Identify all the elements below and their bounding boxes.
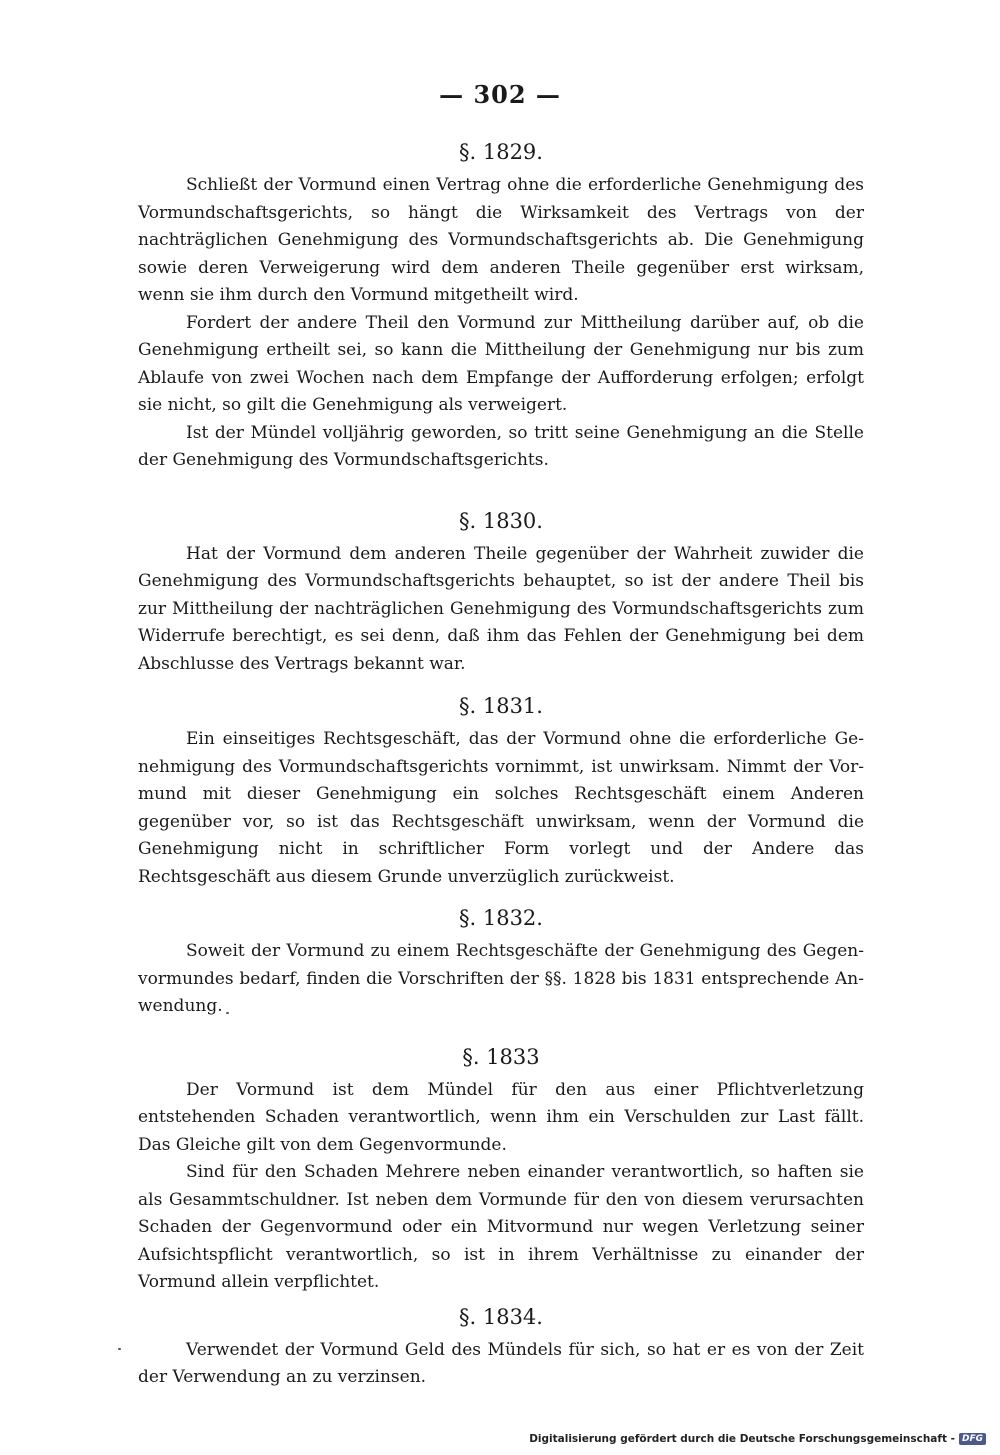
print-speck bbox=[226, 1012, 229, 1014]
document-body bbox=[138, 140, 864, 1392]
section-1833 bbox=[138, 1045, 864, 1297]
section-heading: §. 1834. bbox=[459, 1304, 543, 1329]
print-speck bbox=[118, 1348, 121, 1350]
page-number: — 302 — bbox=[439, 80, 561, 109]
dfg-logo-icon: DFG bbox=[959, 1433, 986, 1445]
section-1831 bbox=[138, 694, 864, 891]
section-1834 bbox=[138, 1305, 864, 1392]
paragraph: Fordert der andere Theil den Vormund zur Mittheilung darüber auf, ob die Genehmigung ertheilt sei, so kann die Mittheilung der Genehmigung nur bis zum Ablaufe von zwei Wochen nach dem Empfange der Aufforderung erfolgen; erfolgt sie nicht, so gilt die Genehmigung als verweigert. bbox=[138, 312, 864, 415]
digitization-footer bbox=[529, 1433, 986, 1445]
paragraph: Hat der Vormund dem anderen Theile gegenüber der Wahrheit zuwider die Genehmigung des Vormundschaftsgerichts behauptet, so ist der andere Theil bis zur Mittheilung der nachträglichen Genehmigung des Vormundschaftsgerichts zum Widerrufe berechtigt, es sei denn, daß ihm das Fehlen der Genehmigung bei dem Abschlusse des Vertrags bekannt war. bbox=[138, 543, 864, 674]
section-heading: §. 1832. bbox=[459, 906, 543, 930]
section-1829 bbox=[138, 140, 864, 475]
section-heading: §. 1830. bbox=[459, 508, 543, 533]
footer-text: Digitalisierung gefördert durch die Deutsche Forschungsgemeinschaft - bbox=[529, 1433, 955, 1445]
paragraph: Soweit der Vormund zu einem Rechtsgeschäfte der Genehmigung des Gegenvormundes bedarf, finden die Vorschriften der §§. 1828 bis 1831 entsprechende Anwendung. bbox=[138, 941, 864, 1016]
paragraph: Verwendet der Vormund Geld des Mündels für sich, so hat er es von der Zeit der Verwendung an zu verzinsen. bbox=[138, 1339, 864, 1387]
paragraph: Sind für den Schaden Mehrere neben einander verantwortlich, so haften sie als Gesammtschuldner. Ist neben dem Vormunde für den von diesem verursachten Schaden der Gegenvormund oder ein Mitvormund nur wegen Verletzung seiner Aufsichtspflicht verantwortlich, so ist in ihrem Verhältnisse zu einander der Vormund allein verpflichtet. bbox=[138, 1162, 864, 1292]
section-heading: §. 1829. bbox=[459, 140, 543, 164]
section-1830 bbox=[138, 509, 864, 679]
paragraph: Ein einseitiges Rechtsgeschäft, das der Vormund ohne die erforderliche Genehmigung des Vormundschaftsgerichts vornimmt, ist unwirksam. Nimmt der Vormund mit dieser Genehmigung ein solches Rechtsgeschäft einem Anderen gegenüber vor, so ist das Rechtsgeschäft unwirksam, wenn der Vormund die Genehmigung nicht in schriftlicher Form vorlegt und der Andere das Rechtsgeschäft aus diesem Grunde unverzüglich zurückweist. bbox=[138, 729, 864, 887]
section-1832 bbox=[138, 906, 864, 1021]
paragraph: Schließt der Vormund einen Vertrag ohne die erforderliche Genehmigung des Vormundschaftsgerichts, so hängt die Wirksamkeit des Vertrags von der nachträglichen Genehmigung des Vormundschaftsgerichts ab. Die Genehmigung sowie deren Verweigerung wird dem anderen Theile gegenüber erst wirksam, wenn sie ihm durch den Vormund mitgetheilt wird. bbox=[138, 175, 864, 305]
paragraph: Der Vormund ist dem Mündel für den aus einer Pflichtverletzung entstehenden Schaden verantwortlich, wenn ihm ein Verschulden zur Last fällt. Das Gleiche gilt von dem Gegenvormunde. bbox=[138, 1079, 864, 1155]
paragraph: Ist der Mündel volljährig geworden, so tritt seine Genehmigung an die Stelle der Genehmigung des Vormundschaftsgerichts. bbox=[138, 422, 864, 470]
section-heading: §. 1833 bbox=[462, 1044, 540, 1069]
section-heading: §. 1831. bbox=[459, 694, 543, 718]
